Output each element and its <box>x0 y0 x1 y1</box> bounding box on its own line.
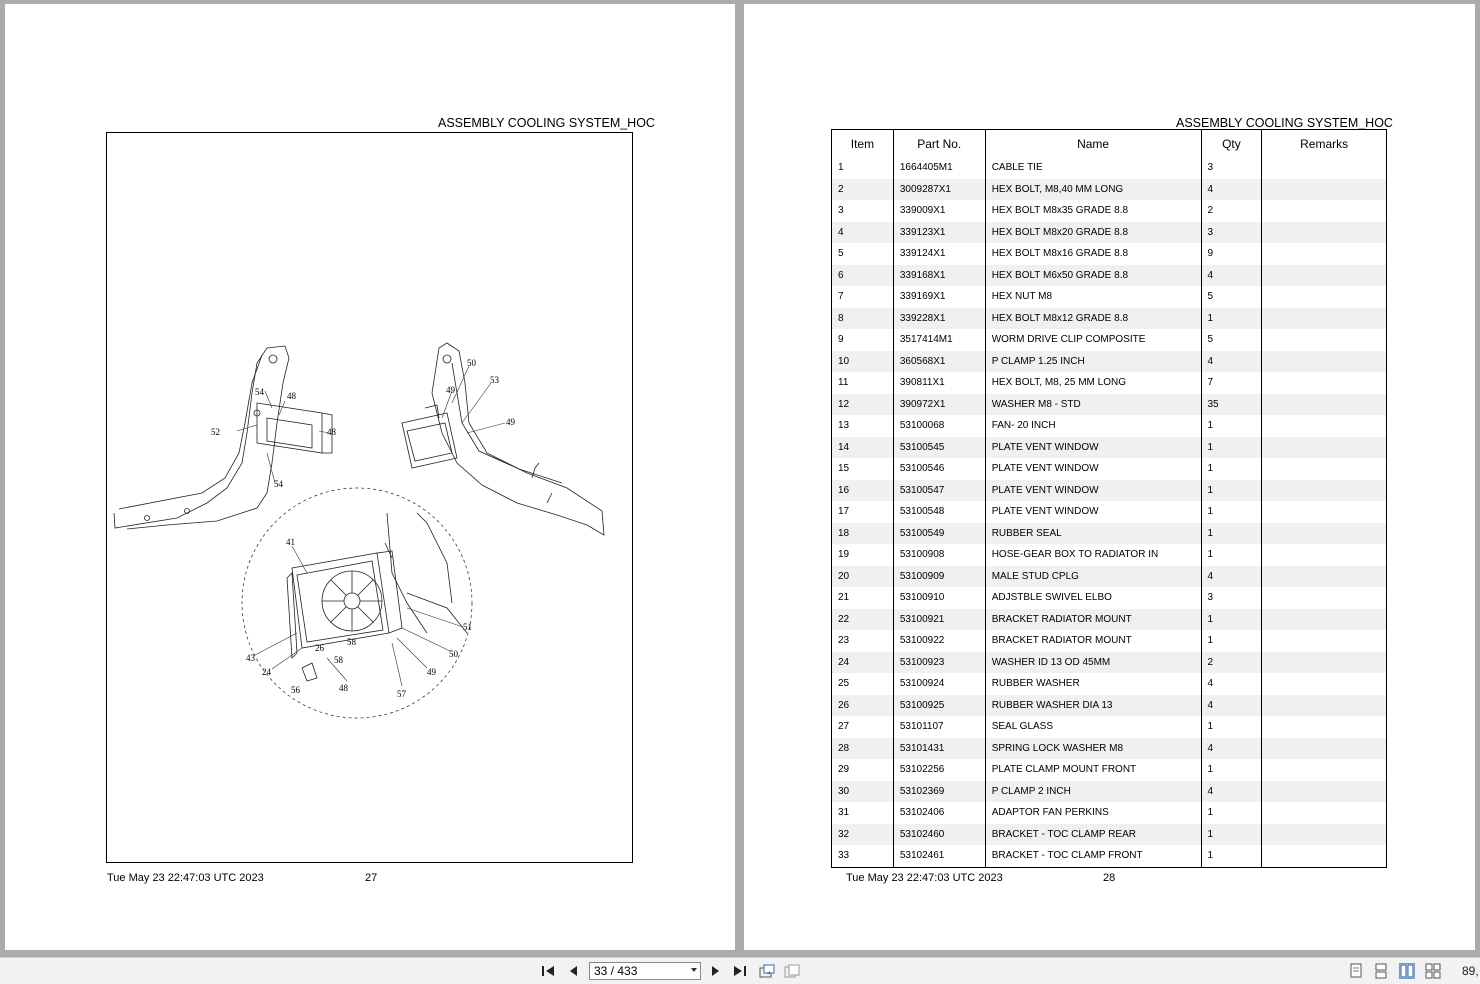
cell-part-no: 339009X1 <box>893 200 985 222</box>
cell-remarks <box>1262 587 1387 609</box>
table-row <box>832 630 1387 652</box>
cell-name: HOSE-GEAR BOX TO RADIATOR IN <box>985 544 1201 566</box>
cell-qty: 1 <box>1201 480 1262 502</box>
cell-remarks <box>1262 372 1387 394</box>
table-row <box>832 437 1387 459</box>
cell-item: 23 <box>832 630 894 652</box>
cell-remarks <box>1262 351 1387 373</box>
table-row <box>832 845 1387 867</box>
table-row <box>832 372 1387 394</box>
table-row <box>832 738 1387 760</box>
continuous-view-icon[interactable] <box>1373 963 1389 979</box>
callout-label: 48 <box>339 683 348 693</box>
cell-item: 32 <box>832 824 894 846</box>
callout-label: 50 <box>449 649 458 659</box>
cell-item: 5 <box>832 243 894 265</box>
cell-part-no: 53101431 <box>893 738 985 760</box>
callout-label: 43 <box>246 653 255 663</box>
callout-label: 57 <box>397 689 406 699</box>
cell-remarks <box>1262 437 1387 459</box>
cell-qty: 4 <box>1201 351 1262 373</box>
cell-qty: 1 <box>1201 630 1262 652</box>
table-row <box>832 781 1387 803</box>
callout-label: 49 <box>427 667 436 677</box>
single-page-view-icon[interactable] <box>1348 963 1364 979</box>
cell-item: 29 <box>832 759 894 781</box>
callout-label: 26 <box>315 643 324 653</box>
page-number-select[interactable] <box>589 962 701 980</box>
table-row <box>832 587 1387 609</box>
table-row <box>832 544 1387 566</box>
parts-table <box>831 129 1387 868</box>
cell-item: 12 <box>832 394 894 416</box>
cell-part-no: 53100548 <box>893 501 985 523</box>
cell-part-no: 53100923 <box>893 652 985 674</box>
cell-qty: 9 <box>1201 243 1262 265</box>
cell-remarks <box>1262 544 1387 566</box>
cell-name: WASHER ID 13 OD 45MM <box>985 652 1201 674</box>
cell-item: 17 <box>832 501 894 523</box>
cell-part-no: 53100908 <box>893 544 985 566</box>
cell-part-no: 339169X1 <box>893 286 985 308</box>
cell-part-no: 53101107 <box>893 716 985 738</box>
table-row <box>832 609 1387 631</box>
cell-name: PLATE VENT WINDOW <box>985 437 1201 459</box>
footer-page-number: 28 <box>1103 872 1116 884</box>
cell-part-no: 53102369 <box>893 781 985 803</box>
cell-name: HEX BOLT M8x35 GRADE 8.8 <box>985 200 1201 222</box>
cell-item: 14 <box>832 437 894 459</box>
cell-qty: 1 <box>1201 458 1262 480</box>
cell-name: HEX BOLT, M8, 25 MM LONG <box>985 372 1201 394</box>
cell-qty: 5 <box>1201 329 1262 351</box>
cell-qty: 4 <box>1201 781 1262 803</box>
cell-qty: 1 <box>1201 501 1262 523</box>
cell-name: PLATE VENT WINDOW <box>985 480 1201 502</box>
cell-remarks <box>1262 566 1387 588</box>
page-indicator: 33 / 433 <box>594 964 638 978</box>
callout-label: 48 <box>287 391 296 401</box>
cell-qty: 3 <box>1201 587 1262 609</box>
cell-qty: 1 <box>1201 437 1262 459</box>
cell-part-no: 339228X1 <box>893 308 985 330</box>
table-row <box>832 695 1387 717</box>
cell-remarks <box>1262 781 1387 803</box>
cell-item: 15 <box>832 458 894 480</box>
cell-name: BRACKET - TOC CLAMP FRONT <box>985 845 1201 867</box>
cell-part-no: 53100068 <box>893 415 985 437</box>
callout-label: 48 <box>327 427 336 437</box>
next-page-icon[interactable] <box>706 962 726 980</box>
cell-name: CABLE TIE <box>985 157 1201 179</box>
cell-qty: 1 <box>1201 759 1262 781</box>
cell-item: 7 <box>832 286 894 308</box>
cell-part-no: 53100547 <box>893 480 985 502</box>
cell-item: 26 <box>832 695 894 717</box>
cooling-system-drawing <box>107 133 634 864</box>
cell-name: RUBBER WASHER DIA 13 <box>985 695 1201 717</box>
table-row <box>832 501 1387 523</box>
cell-name: BRACKET RADIATOR MOUNT <box>985 609 1201 631</box>
cell-item: 31 <box>832 802 894 824</box>
table-row <box>832 673 1387 695</box>
table-row <box>832 716 1387 738</box>
cell-qty: 4 <box>1201 265 1262 287</box>
table-row <box>832 523 1387 545</box>
cell-part-no: 3009287X1 <box>893 179 985 201</box>
cell-qty: 1 <box>1201 716 1262 738</box>
cell-name: ADJSTBLE SWIVEL ELBO <box>985 587 1201 609</box>
header-remarks: Remarks <box>1300 136 1349 151</box>
cell-remarks <box>1262 716 1387 738</box>
cell-qty: 2 <box>1201 652 1262 674</box>
cell-part-no: 390811X1 <box>893 372 985 394</box>
cell-item: 21 <box>832 587 894 609</box>
cell-name: PLATE VENT WINDOW <box>985 458 1201 480</box>
cell-item: 8 <box>832 308 894 330</box>
cell-name: MALE STUD CPLG <box>985 566 1201 588</box>
cell-name: WORM DRIVE CLIP COMPOSITE <box>985 329 1201 351</box>
cell-item: 27 <box>832 716 894 738</box>
cell-part-no: 53100910 <box>893 587 985 609</box>
table-row <box>832 652 1387 674</box>
cell-part-no: 53100545 <box>893 437 985 459</box>
cell-qty: 4 <box>1201 179 1262 201</box>
table-row <box>832 759 1387 781</box>
cell-item: 10 <box>832 351 894 373</box>
table-row <box>832 415 1387 437</box>
cell-remarks <box>1262 480 1387 502</box>
cell-remarks <box>1262 695 1387 717</box>
cell-remarks <box>1262 308 1387 330</box>
cell-qty: 5 <box>1201 286 1262 308</box>
table-row <box>832 265 1387 287</box>
cell-name: SEAL GLASS <box>985 716 1201 738</box>
cell-part-no: 53100924 <box>893 673 985 695</box>
footer-date: Tue May 23 22:47:03 UTC 2023 <box>846 872 1003 884</box>
cell-name: HEX BOLT M8x20 GRADE 8.8 <box>985 222 1201 244</box>
cell-remarks <box>1262 824 1387 846</box>
cell-part-no: 339123X1 <box>893 222 985 244</box>
cell-part-no: 53100549 <box>893 523 985 545</box>
cell-remarks <box>1262 286 1387 308</box>
prev-page-icon[interactable] <box>563 962 583 980</box>
cell-item: 3 <box>832 200 894 222</box>
cell-qty: 2 <box>1201 200 1262 222</box>
cell-name: RUBBER WASHER <box>985 673 1201 695</box>
table-row <box>832 200 1387 222</box>
cell-part-no: 53102460 <box>893 824 985 846</box>
cell-item: 6 <box>832 265 894 287</box>
cell-remarks <box>1262 501 1387 523</box>
table-row <box>832 824 1387 846</box>
cell-remarks <box>1262 394 1387 416</box>
cell-qty: 4 <box>1201 695 1262 717</box>
cell-name: WASHER M8 - STD <box>985 394 1201 416</box>
header-part-no: Part No. <box>893 130 985 158</box>
cell-qty: 3 <box>1201 157 1262 179</box>
cell-part-no: 53100922 <box>893 630 985 652</box>
callout-label: 50 <box>467 358 476 368</box>
cell-name: P CLAMP 1.25 INCH <box>985 351 1201 373</box>
cell-item: 19 <box>832 544 894 566</box>
cell-part-no: 53100925 <box>893 695 985 717</box>
cell-qty: 1 <box>1201 544 1262 566</box>
callout-label: 54 <box>255 387 264 397</box>
table-row <box>832 157 1387 179</box>
cell-name: PLATE CLAMP MOUNT FRONT <box>985 759 1201 781</box>
cell-qty: 1 <box>1201 802 1262 824</box>
cell-remarks <box>1262 329 1387 351</box>
callout-label: 49 <box>506 417 515 427</box>
cell-remarks <box>1262 802 1387 824</box>
cell-name: BRACKET RADIATOR MOUNT <box>985 630 1201 652</box>
cell-qty: 1 <box>1201 415 1262 437</box>
cell-item: 4 <box>832 222 894 244</box>
cell-item: 24 <box>832 652 894 674</box>
right-page <box>744 4 1475 950</box>
cell-remarks <box>1262 845 1387 867</box>
zoom-level: 89, <box>1462 964 1479 978</box>
first-page-icon[interactable] <box>538 962 558 980</box>
viewer-toolbar <box>0 957 1480 984</box>
cell-qty: 4 <box>1201 566 1262 588</box>
cell-qty: 3 <box>1201 222 1262 244</box>
cell-part-no: 53102256 <box>893 759 985 781</box>
cell-part-no: 53100909 <box>893 566 985 588</box>
cell-remarks <box>1262 458 1387 480</box>
exploded-diagram <box>106 132 633 863</box>
cell-name: HEX BOLT M8x12 GRADE 8.8 <box>985 308 1201 330</box>
cell-name: HEX NUT M8 <box>985 286 1201 308</box>
cell-part-no: 360568X1 <box>893 351 985 373</box>
table-row <box>832 308 1387 330</box>
cell-item: 25 <box>832 673 894 695</box>
cell-remarks <box>1262 243 1387 265</box>
cell-name: ADAPTOR FAN PERKINS <box>985 802 1201 824</box>
callout-label: 58 <box>334 655 343 665</box>
cell-part-no: 1664405M1 <box>893 157 985 179</box>
cell-part-no: 339168X1 <box>893 265 985 287</box>
cell-name: BRACKET - TOC CLAMP REAR <box>985 824 1201 846</box>
table-row <box>832 566 1387 588</box>
table-row <box>832 802 1387 824</box>
cell-remarks <box>1262 673 1387 695</box>
cell-remarks <box>1262 523 1387 545</box>
cell-name: P CLAMP 2 INCH <box>985 781 1201 803</box>
cell-item: 9 <box>832 329 894 351</box>
cell-remarks <box>1262 200 1387 222</box>
callout-label: 51 <box>463 622 472 632</box>
cell-remarks <box>1262 415 1387 437</box>
header-name: Name <box>985 130 1201 158</box>
cell-item: 2 <box>832 179 894 201</box>
callout-label: 54 <box>274 479 283 489</box>
cell-part-no: 53100546 <box>893 458 985 480</box>
cell-part-no: 339124X1 <box>893 243 985 265</box>
callout-label: 53 <box>490 375 499 385</box>
two-page-continuous-view-icon[interactable] <box>1425 963 1441 979</box>
cell-item: 16 <box>832 480 894 502</box>
cell-part-no: 3517414M1 <box>893 329 985 351</box>
cell-name: HEX BOLT M8x16 GRADE 8.8 <box>985 243 1201 265</box>
table-row <box>832 480 1387 502</box>
cell-name: HEX BOLT, M8,40 MM LONG <box>985 179 1201 201</box>
extract-icon[interactable] <box>782 962 802 980</box>
table-header-row <box>832 130 1387 158</box>
cell-item: 11 <box>832 372 894 394</box>
table-row <box>832 351 1387 373</box>
cell-item: 1 <box>832 157 894 179</box>
cell-name: RUBBER SEAL <box>985 523 1201 545</box>
footer-page-number: 27 <box>365 872 378 884</box>
footer-date: Tue May 23 22:47:03 UTC 2023 <box>107 872 264 884</box>
cell-name: FAN- 20 INCH <box>985 415 1201 437</box>
cell-name: SPRING LOCK WASHER M8 <box>985 738 1201 760</box>
cell-qty: 1 <box>1201 523 1262 545</box>
cell-part-no: 390972X1 <box>893 394 985 416</box>
page-title: ASSEMBLY COOLING SYSTEM_HOC <box>1176 116 1393 130</box>
rotate-icon[interactable] <box>757 962 777 980</box>
page-title: ASSEMBLY COOLING SYSTEM_HOC <box>438 116 655 130</box>
chevron-down-icon <box>691 968 697 972</box>
cell-qty: 4 <box>1201 673 1262 695</box>
cell-item: 28 <box>832 738 894 760</box>
cell-item: 13 <box>832 415 894 437</box>
table-row <box>832 329 1387 351</box>
two-page-view-icon[interactable] <box>1399 963 1415 979</box>
table-row <box>832 286 1387 308</box>
table-row <box>832 458 1387 480</box>
cell-item: 20 <box>832 566 894 588</box>
callout-label: 24 <box>262 667 271 677</box>
table-row <box>832 222 1387 244</box>
cell-remarks <box>1262 630 1387 652</box>
callout-label: 49 <box>446 385 455 395</box>
last-page-icon[interactable] <box>730 962 750 980</box>
cell-part-no: 53102406 <box>893 802 985 824</box>
table-row <box>832 179 1387 201</box>
callout-label: 58 <box>347 637 356 647</box>
cell-item: 30 <box>832 781 894 803</box>
cell-qty: 1 <box>1201 609 1262 631</box>
cell-qty: 35 <box>1201 394 1262 416</box>
cell-name: HEX BOLT M6x50 GRADE 8.8 <box>985 265 1201 287</box>
table-row <box>832 394 1387 416</box>
cell-remarks <box>1262 609 1387 631</box>
cell-qty: 1 <box>1201 308 1262 330</box>
header-qty: Qty <box>1201 130 1262 158</box>
left-page <box>5 4 735 950</box>
cell-item: 22 <box>832 609 894 631</box>
cell-name: PLATE VENT WINDOW <box>985 501 1201 523</box>
cell-qty: 1 <box>1201 824 1262 846</box>
callout-label: 56 <box>291 685 300 695</box>
cell-remarks <box>1262 652 1387 674</box>
cell-item: 18 <box>832 523 894 545</box>
header-item: Item <box>832 130 894 158</box>
cell-part-no: 53100921 <box>893 609 985 631</box>
cell-remarks <box>1262 759 1387 781</box>
cell-remarks <box>1262 738 1387 760</box>
cell-qty: 4 <box>1201 738 1262 760</box>
cell-remarks <box>1262 157 1387 179</box>
cell-remarks <box>1262 179 1387 201</box>
cell-part-no: 53102461 <box>893 845 985 867</box>
cell-remarks <box>1262 265 1387 287</box>
cell-qty: 7 <box>1201 372 1262 394</box>
callout-label: 41 <box>286 537 295 547</box>
callout-label: 52 <box>211 427 220 437</box>
cell-remarks <box>1262 222 1387 244</box>
cell-item: 33 <box>832 845 894 867</box>
cell-qty: 1 <box>1201 845 1262 867</box>
table-row <box>832 243 1387 265</box>
